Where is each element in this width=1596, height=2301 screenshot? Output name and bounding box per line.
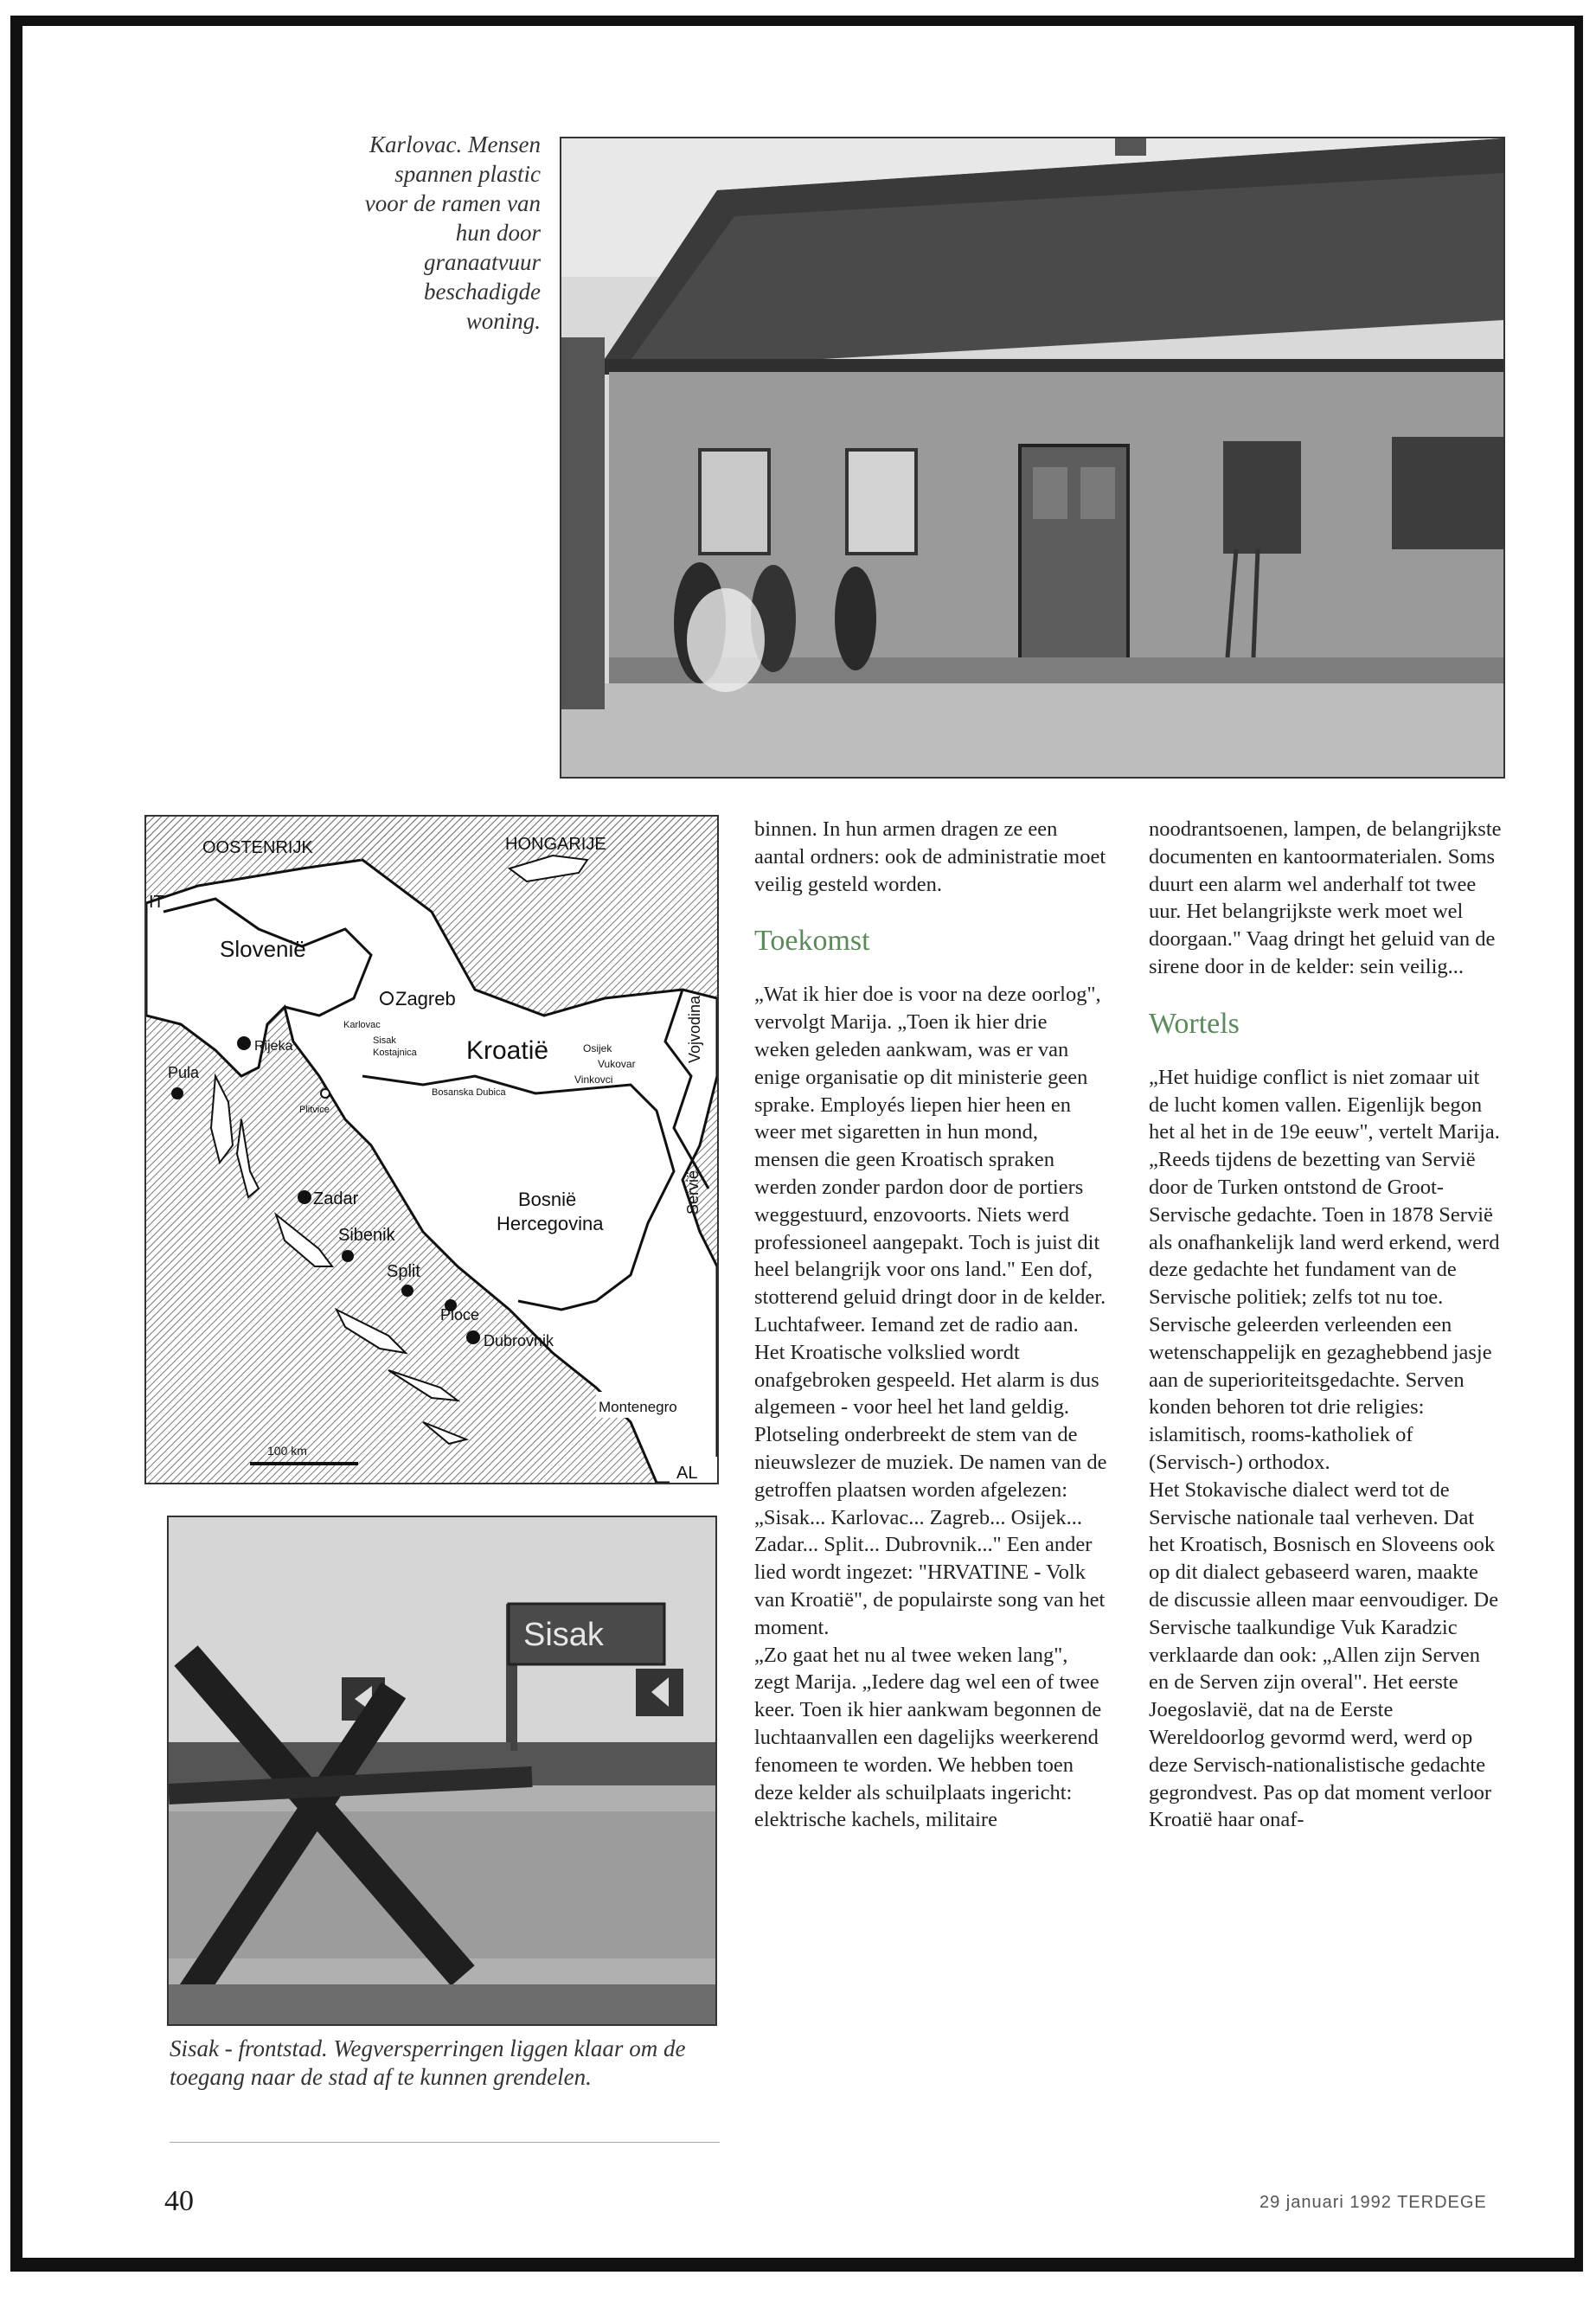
karlovac-house-photo [560,137,1505,779]
page-number: 40 [164,2185,194,2217]
label-sisak: Sisak [373,1035,396,1046]
rijeka-marker [237,1036,251,1050]
sisak-sign-text: Sisak [523,1617,604,1653]
label-rijeka: Rijeka [254,1039,293,1054]
label-it: IT [149,893,164,912]
label-zadar: Zadar [313,1189,359,1208]
label-bosanska-dubica: Bosanska Dubica [432,1087,506,1098]
label-karlovac: Karlovac [343,1020,381,1030]
label-vinkovci: Vinkovci [574,1074,613,1086]
label-slovenie: Slovenië [220,936,306,962]
pula-marker [171,1087,183,1099]
label-hongarije: HONGARIJE [505,835,606,854]
label-ploce: Ploce [440,1306,480,1324]
label-plitvice: Plitvice [299,1105,330,1115]
bottom-photo-caption: Sisak - frontstad. Wegversperringen liggen klaar om de toegang naar de stad af te kunnen grendelen. [170,2035,686,2090]
label-vojvodina: Vojvodina [686,995,703,1063]
column2-body: „Het huidige conflict is niet zomaar uit de lucht komen vallen. Eigenlijk begon het al het in de 19e eeuw", vertelt Marija. „Reeds tijdens de bezetting van Servië door de Turken ontstond de Groot-Servische gedachte. Toen in 1878 Servië als onafhankelijk land werd erkend, werd deze gedachte het fundament van de Servische politiek; zelfs tot nu toe. Servische geleerden verleenden een wetenschappelijk en gezaghebbend jasje aan de superioriteitsgedachte. Serven konden behoren tot drie religies: islamitisch, rooms-katholiek of (Servisch-) orthodox. [1149,1065,1500,1474]
label-al: AL [676,1464,698,1483]
heading-toekomst: Toekomst [754,925,870,958]
column1-body2: „Zo gaat het nu al twee weken lang", zegt Marija. „Iedere dag wel een of twee keer. Toen ik hier aankwam begonnen de luchtaanvallen een dagelijks weerkerend fenomeen te worden. We hebben toen deze kelder als schuilplaats ingericht: elektrische kachels, militaire [754,1643,1102,1832]
label-dubrovnik: Dubrovnik [484,1332,554,1349]
roadblock-illustration [169,1517,715,2024]
dubrovnik-marker [466,1330,480,1344]
label-montenegro: Montenegro [599,1399,677,1415]
label-pula: Pula [168,1064,200,1081]
label-oostenrijk: OOSTENRIJK [202,838,313,857]
article-column-1 [754,816,1107,1834]
split-marker [401,1285,413,1297]
column1-intro: binnen. In hun armen dragen ze een aantal ordners: ook de administratie moet veilig gesteld worden. [754,817,1106,896]
zagreb-marker [381,992,393,1004]
top-photo-caption: Karlovac. Mensen spannen plastic voor de ramen van hun door granaatvuur beschadigde woning. [364,131,541,334]
sibenik-marker [342,1250,354,1262]
croatia-map [144,815,719,1484]
label-osijek: Osijek [583,1042,612,1054]
column2-body2: Het Stokavische dialect werd tot de Servische nationale taal verheven. Dat het Kroatisch, Bosnisch en Sloveens ook op dit dialect gebaseerd waren, maakte de discussie alleen maar eenvoudiger. De Servische taalkundige Vuk Karadzic verklaarde dan ook: „Allen zijn Serven en de Serven zijn overal". Het eerste Joegoslavië, dat na de Eerste Wereldoorlog gevormd werd, werd op deze Servisch-nationalistische gedachte gegrondvest. Pas op dat moment verloor Kroatië haar onaf- [1149,1477,1499,1832]
label-sibenik: Sibenik [338,1226,395,1245]
label-bosnie: Bosnië [518,1189,577,1210]
label-hercegovina: Hercegovina [497,1213,604,1234]
page-footer: 29 januari 1992 TERDEGE [1259,2193,1487,2212]
heading-wortels: Wortels [1149,1007,1240,1040]
column2-intro: noodrantsoenen, lampen, de belangrijkste documenten en kantoormaterialen. Soms duurt een alarm wel anderhalf tot twee uur. Het belangrijkste werk moet wel doorgaan." Vaag dringt het geluid van de sirene door in de kelder: sein veilig... [1149,817,1502,978]
label-kroatie: Kroatië [466,1036,549,1065]
house-illustration [561,138,1503,777]
article-column-2 [1149,816,1503,1834]
label-vukovar: Vukovar [598,1058,636,1070]
zadar-marker [298,1190,311,1204]
label-kostajnica: Kostajnica [373,1048,417,1058]
sisak-roadblock-photo [167,1516,717,2026]
caption-rule [170,2142,720,2143]
label-zagreb: Zagreb [395,988,456,1009]
column1-body: „Wat ik hier doe is voor na deze oorlog", vervolgt Marija. „Toen ik hier drie weken geleden aankwam, was er van enige organisatie op dit ministerie geen sprake. Employés liepen hier heen en weer met sigaretten in hun mond, mensen die geen Kroatisch spraken werden zonder pardon door de portiers weggestuurd, enzovoorts. Niets werd professioneel aangepakt. Toch is juist dit heel belangrijk voor ons land." Een dof, stotterend geluid dringt door in de kelder. Luchtafweer. Iemand zet de radio aan. Het Kroatische volkslied wordt onafgebroken gespeeld. Het alarm is dus algemeen - voor heel het land geldig. Plotseling onderbreekt de stem van de nieuwslezer de muziek. De namen van de getroffen plaatsen worden afgelezen: „Sisak... Karlovac... Zagreb... Osijek... Zadar... Split... Dubrovnik..." Een ander lied wordt ingezet: "HRVATINE - Volk van Kroatië", de populairste song van het moment. [754,983,1107,1639]
label-servie: Servië [684,1170,702,1215]
label-split: Split [387,1262,420,1281]
map-drawing [146,817,717,1483]
label-scale: 100 km [267,1444,307,1458]
